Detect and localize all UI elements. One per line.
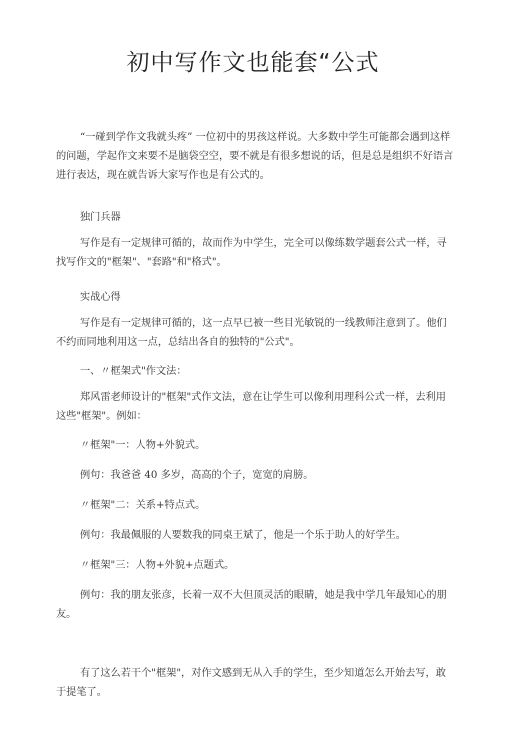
section-heading-experience: 实战心得 (80, 292, 121, 303)
intro-paragraph: “一碰到学作文我就头疼” 一位初中的男孩这样说。大多数中学生可能都会遇到这样的问题，学起作文来要不是脑袋空空，要不就是有很多想说的话，但是总是组织不好语言进行表达，现在就告诉大家写作也是有公式的。 (56, 132, 454, 181)
framework-intro-paragraph: 郑风雷老师设计的"框架"式作文法，意在让学生可以像利用理科公式一样，去利用这些"框架"。例如： (56, 392, 446, 422)
example-two: 例句：我最佩服的人要数我的同桌王斌了，他是一个乐于助人的好学生。 (80, 530, 406, 541)
framework-one: 〃框架"一：人物+外貌式。 (80, 440, 206, 451)
weapon-paragraph: 写作是有一定规律可循的，故而作为中学生，完全可以像练数学题套公式一样，寻找写作文的"框架"、"套路"和"格式"。 (56, 238, 447, 268)
framework-heading: 一、〃框架式"作文法： (80, 366, 187, 377)
closing-paragraph: 有了这么若干个"框架"，对作文感到无从入手的学生，至少知道怎么开始去写，敢于提笔了。 (56, 668, 446, 698)
document-title: 初中写作文也能套“公式 (126, 50, 380, 76)
example-one: 例句：我爸爸 40 多岁，高高的个子，宽宽的肩膀。 (80, 470, 314, 481)
section-heading-weapon: 独门兵器 (80, 212, 121, 223)
example-three: 例句：我的朋友张彦，长着一双不大但顶灵活的眼睛，她是我中学几年最知心的朋友。 (56, 590, 447, 620)
framework-three: 〃框架"三：人物+外貌+点题式。 (80, 560, 235, 571)
framework-two: 〃框架"二：关系+特点式。 (80, 500, 206, 511)
experience-paragraph: 写作是有一定规律可循的，这一点早已被一些目光敏锐的一线教师注意到了。他们不约而同地利用这一点，总结出各自的独特的"公式"。 (56, 318, 447, 348)
